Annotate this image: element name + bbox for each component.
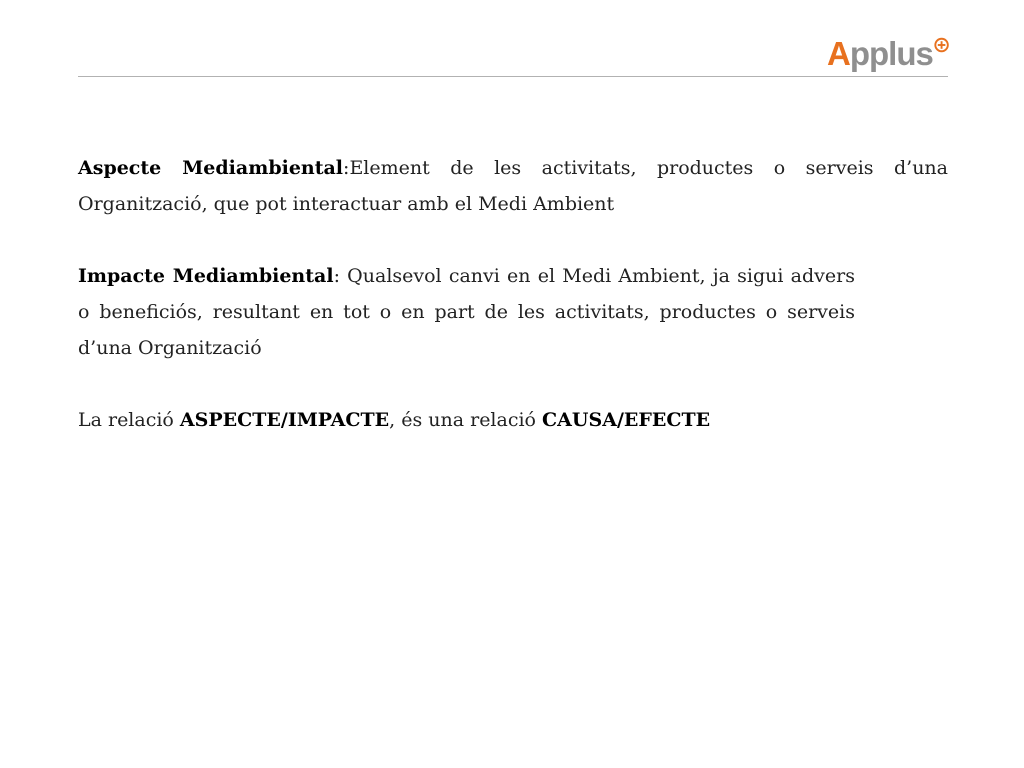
definition-term: Aspecte Mediambiental [78,157,344,179]
logo-letter-a: A [827,35,850,72]
applus-logo [827,34,949,74]
relation-middle: , és una relació [389,409,543,431]
relation-term-causa-efecte: CAUSA/EFECTE [542,409,711,431]
relation-prefix: La relació [78,409,180,431]
logo-wordmark [827,34,933,74]
relation-statement [78,402,948,438]
slide-body [78,150,948,438]
plus-circle-icon [934,37,949,53]
header-divider [78,76,948,77]
definition-impacte [78,258,855,366]
definition-aspecte [78,150,948,222]
definition-separator: : [343,157,350,179]
definition-text: Element de les activitats, productes o serveis d’una Organització, que pot interactuar amb el Medi Ambient [78,157,948,215]
relation-term-aspecte-impacte: ASPECTE/IMPACTE [179,409,390,431]
logo-letters-rest: pplus [849,35,933,72]
definition-term: Impacte Mediambiental [78,265,334,287]
definition-text: Qualsevol canvi en el Medi Ambient, ja sigui advers o beneficiós, resultant en tot o en part de les activitats, productes o serveis d’una Organització [78,265,855,359]
paragraph-spacer [78,222,948,258]
definition-separator: : [333,265,348,287]
paragraph-spacer [78,366,948,402]
